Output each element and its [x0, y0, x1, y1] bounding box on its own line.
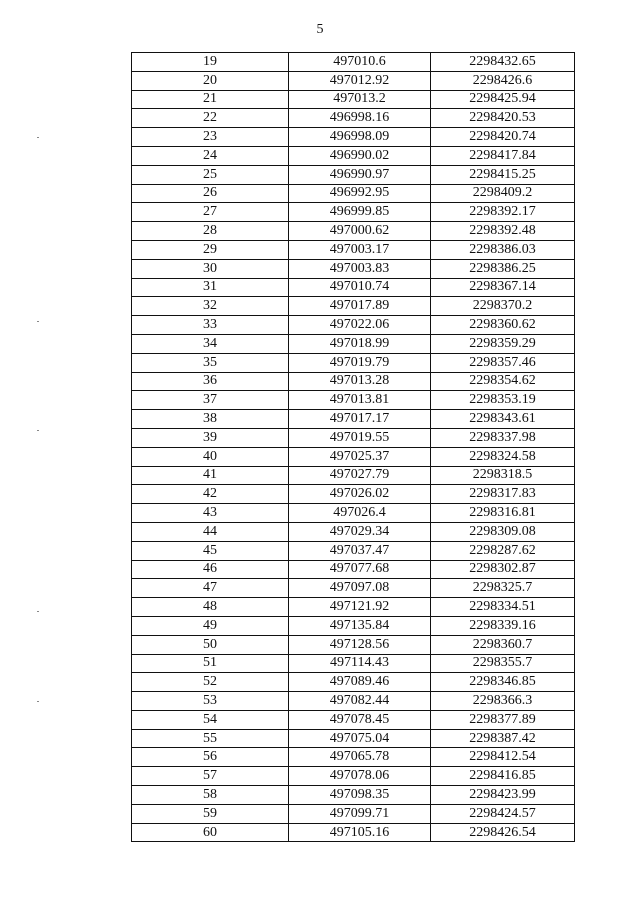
- coordinates-table-body: [132, 53, 575, 842]
- scan-speck: [37, 430, 39, 431]
- table-row: [132, 391, 575, 410]
- point-number-cell: 41: [132, 466, 289, 485]
- table-row: [132, 165, 575, 184]
- table-row: [132, 823, 575, 842]
- table-row: [132, 635, 575, 654]
- x-coordinate-cell: 497078.06: [289, 767, 431, 786]
- table-row: [132, 692, 575, 711]
- y-coordinate-cell: 2298420.53: [431, 109, 575, 128]
- y-coordinate-cell: 2298360.62: [431, 316, 575, 335]
- y-coordinate-cell: 2298346.85: [431, 673, 575, 692]
- y-coordinate-cell: 2298309.08: [431, 522, 575, 541]
- x-coordinate-cell: 497097.08: [289, 579, 431, 598]
- table-row: [132, 748, 575, 767]
- y-coordinate-cell: 2298392.17: [431, 203, 575, 222]
- y-coordinate-cell: 2298318.5: [431, 466, 575, 485]
- y-coordinate-cell: 2298424.57: [431, 804, 575, 823]
- x-coordinate-cell: 497098.35: [289, 786, 431, 805]
- point-number-cell: 49: [132, 616, 289, 635]
- point-number-cell: 29: [132, 240, 289, 259]
- point-number-cell: 31: [132, 278, 289, 297]
- point-number-cell: 37: [132, 391, 289, 410]
- y-coordinate-cell: 2298426.54: [431, 823, 575, 842]
- x-coordinate-cell: 496990.97: [289, 165, 431, 184]
- x-coordinate-cell: 497089.46: [289, 673, 431, 692]
- scan-speck: [37, 321, 39, 322]
- coordinates-table: [131, 52, 575, 842]
- x-coordinate-cell: 497114.43: [289, 654, 431, 673]
- x-coordinate-cell: 496998.09: [289, 128, 431, 147]
- x-coordinate-cell: 497128.56: [289, 635, 431, 654]
- table-row: [132, 410, 575, 429]
- y-coordinate-cell: 2298339.16: [431, 616, 575, 635]
- table-row: [132, 372, 575, 391]
- point-number-cell: 21: [132, 90, 289, 109]
- table-row: [132, 128, 575, 147]
- x-coordinate-cell: 497135.84: [289, 616, 431, 635]
- y-coordinate-cell: 2298302.87: [431, 560, 575, 579]
- x-coordinate-cell: 497012.92: [289, 71, 431, 90]
- y-coordinate-cell: 2298432.65: [431, 53, 575, 72]
- point-number-cell: 28: [132, 222, 289, 241]
- point-number-cell: 20: [132, 71, 289, 90]
- x-coordinate-cell: 497025.37: [289, 447, 431, 466]
- point-number-cell: 27: [132, 203, 289, 222]
- x-coordinate-cell: 497037.47: [289, 541, 431, 560]
- x-coordinate-cell: 497010.74: [289, 278, 431, 297]
- y-coordinate-cell: 2298325.7: [431, 579, 575, 598]
- point-number-cell: 36: [132, 372, 289, 391]
- y-coordinate-cell: 2298423.99: [431, 786, 575, 805]
- point-number-cell: 52: [132, 673, 289, 692]
- y-coordinate-cell: 2298370.2: [431, 297, 575, 316]
- point-number-cell: 23: [132, 128, 289, 147]
- point-number-cell: 45: [132, 541, 289, 560]
- table-row: [132, 184, 575, 203]
- point-number-cell: 60: [132, 823, 289, 842]
- point-number-cell: 34: [132, 334, 289, 353]
- point-number-cell: 55: [132, 729, 289, 748]
- x-coordinate-cell: 497075.04: [289, 729, 431, 748]
- x-coordinate-cell: 497078.45: [289, 710, 431, 729]
- table-row: [132, 259, 575, 278]
- y-coordinate-cell: 2298386.25: [431, 259, 575, 278]
- x-coordinate-cell: 496998.16: [289, 109, 431, 128]
- x-coordinate-cell: 497022.06: [289, 316, 431, 335]
- point-number-cell: 30: [132, 259, 289, 278]
- scan-speck: [37, 137, 39, 138]
- point-number-cell: 47: [132, 579, 289, 598]
- x-coordinate-cell: 497003.17: [289, 240, 431, 259]
- table-row: [132, 485, 575, 504]
- x-coordinate-cell: 497017.89: [289, 297, 431, 316]
- x-coordinate-cell: 496999.85: [289, 203, 431, 222]
- x-coordinate-cell: 497027.79: [289, 466, 431, 485]
- table-row: [132, 579, 575, 598]
- table-row: [132, 90, 575, 109]
- point-number-cell: 53: [132, 692, 289, 711]
- x-coordinate-cell: 497013.28: [289, 372, 431, 391]
- x-coordinate-cell: 497121.92: [289, 598, 431, 617]
- point-number-cell: 22: [132, 109, 289, 128]
- point-number-cell: 32: [132, 297, 289, 316]
- y-coordinate-cell: 2298355.7: [431, 654, 575, 673]
- point-number-cell: 58: [132, 786, 289, 805]
- table-row: [132, 71, 575, 90]
- table-row: [132, 786, 575, 805]
- table-row: [132, 710, 575, 729]
- x-coordinate-cell: 497019.79: [289, 353, 431, 372]
- y-coordinate-cell: 2298387.42: [431, 729, 575, 748]
- table-row: [132, 447, 575, 466]
- x-coordinate-cell: 497003.83: [289, 259, 431, 278]
- table-row: [132, 466, 575, 485]
- point-number-cell: 44: [132, 522, 289, 541]
- point-number-cell: 50: [132, 635, 289, 654]
- table-row: [132, 222, 575, 241]
- table-row: [132, 616, 575, 635]
- point-number-cell: 56: [132, 748, 289, 767]
- table-row: [132, 541, 575, 560]
- y-coordinate-cell: 2298316.81: [431, 504, 575, 523]
- point-number-cell: 19: [132, 53, 289, 72]
- x-coordinate-cell: 497029.34: [289, 522, 431, 541]
- table-row: [132, 297, 575, 316]
- x-coordinate-cell: 497077.68: [289, 560, 431, 579]
- point-number-cell: 43: [132, 504, 289, 523]
- y-coordinate-cell: 2298425.94: [431, 90, 575, 109]
- table-row: [132, 504, 575, 523]
- y-coordinate-cell: 2298392.48: [431, 222, 575, 241]
- point-number-cell: 38: [132, 410, 289, 429]
- x-coordinate-cell: 497019.55: [289, 428, 431, 447]
- table-row: [132, 53, 575, 72]
- y-coordinate-cell: 2298359.29: [431, 334, 575, 353]
- y-coordinate-cell: 2298287.62: [431, 541, 575, 560]
- x-coordinate-cell: 497013.81: [289, 391, 431, 410]
- point-number-cell: 40: [132, 447, 289, 466]
- x-coordinate-cell: 496992.95: [289, 184, 431, 203]
- table-row: [132, 767, 575, 786]
- point-number-cell: 46: [132, 560, 289, 579]
- x-coordinate-cell: 496990.02: [289, 146, 431, 165]
- table-row: [132, 560, 575, 579]
- y-coordinate-cell: 2298317.83: [431, 485, 575, 504]
- table-row: [132, 729, 575, 748]
- point-number-cell: 51: [132, 654, 289, 673]
- point-number-cell: 54: [132, 710, 289, 729]
- y-coordinate-cell: 2298417.84: [431, 146, 575, 165]
- table-row: [132, 334, 575, 353]
- scan-speck: [37, 611, 39, 612]
- point-number-cell: 39: [132, 428, 289, 447]
- point-number-cell: 35: [132, 353, 289, 372]
- table-row: [132, 673, 575, 692]
- y-coordinate-cell: 2298367.14: [431, 278, 575, 297]
- x-coordinate-cell: 497026.02: [289, 485, 431, 504]
- page-number: 5: [316, 22, 324, 37]
- table-row: [132, 316, 575, 335]
- x-coordinate-cell: 497013.2: [289, 90, 431, 109]
- table-row: [132, 278, 575, 297]
- y-coordinate-cell: 2298412.54: [431, 748, 575, 767]
- x-coordinate-cell: 497099.71: [289, 804, 431, 823]
- y-coordinate-cell: 2298416.85: [431, 767, 575, 786]
- point-number-cell: 57: [132, 767, 289, 786]
- y-coordinate-cell: 2298334.51: [431, 598, 575, 617]
- y-coordinate-cell: 2298357.46: [431, 353, 575, 372]
- y-coordinate-cell: 2298366.3: [431, 692, 575, 711]
- table-row: [132, 522, 575, 541]
- y-coordinate-cell: 2298343.61: [431, 410, 575, 429]
- y-coordinate-cell: 2298415.25: [431, 165, 575, 184]
- y-coordinate-cell: 2298377.89: [431, 710, 575, 729]
- x-coordinate-cell: 497105.16: [289, 823, 431, 842]
- point-number-cell: 42: [132, 485, 289, 504]
- point-number-cell: 33: [132, 316, 289, 335]
- x-coordinate-cell: 497026.4: [289, 504, 431, 523]
- y-coordinate-cell: 2298353.19: [431, 391, 575, 410]
- x-coordinate-cell: 497000.62: [289, 222, 431, 241]
- table-row: [132, 203, 575, 222]
- y-coordinate-cell: 2298360.7: [431, 635, 575, 654]
- x-coordinate-cell: 497010.6: [289, 53, 431, 72]
- y-coordinate-cell: 2298420.74: [431, 128, 575, 147]
- x-coordinate-cell: 497018.99: [289, 334, 431, 353]
- y-coordinate-cell: 2298386.03: [431, 240, 575, 259]
- point-number-cell: 59: [132, 804, 289, 823]
- y-coordinate-cell: 2298324.58: [431, 447, 575, 466]
- y-coordinate-cell: 2298337.98: [431, 428, 575, 447]
- x-coordinate-cell: 497065.78: [289, 748, 431, 767]
- scan-speck: [37, 701, 39, 702]
- table-row: [132, 804, 575, 823]
- table-row: [132, 240, 575, 259]
- x-coordinate-cell: 497082.44: [289, 692, 431, 711]
- table-row: [132, 109, 575, 128]
- table-row: [132, 598, 575, 617]
- point-number-cell: 48: [132, 598, 289, 617]
- table-row: [132, 654, 575, 673]
- table-row: [132, 146, 575, 165]
- point-number-cell: 25: [132, 165, 289, 184]
- y-coordinate-cell: 2298409.2: [431, 184, 575, 203]
- x-coordinate-cell: 497017.17: [289, 410, 431, 429]
- point-number-cell: 26: [132, 184, 289, 203]
- table-row: [132, 353, 575, 372]
- y-coordinate-cell: 2298354.62: [431, 372, 575, 391]
- y-coordinate-cell: 2298426.6: [431, 71, 575, 90]
- table-row: [132, 428, 575, 447]
- point-number-cell: 24: [132, 146, 289, 165]
